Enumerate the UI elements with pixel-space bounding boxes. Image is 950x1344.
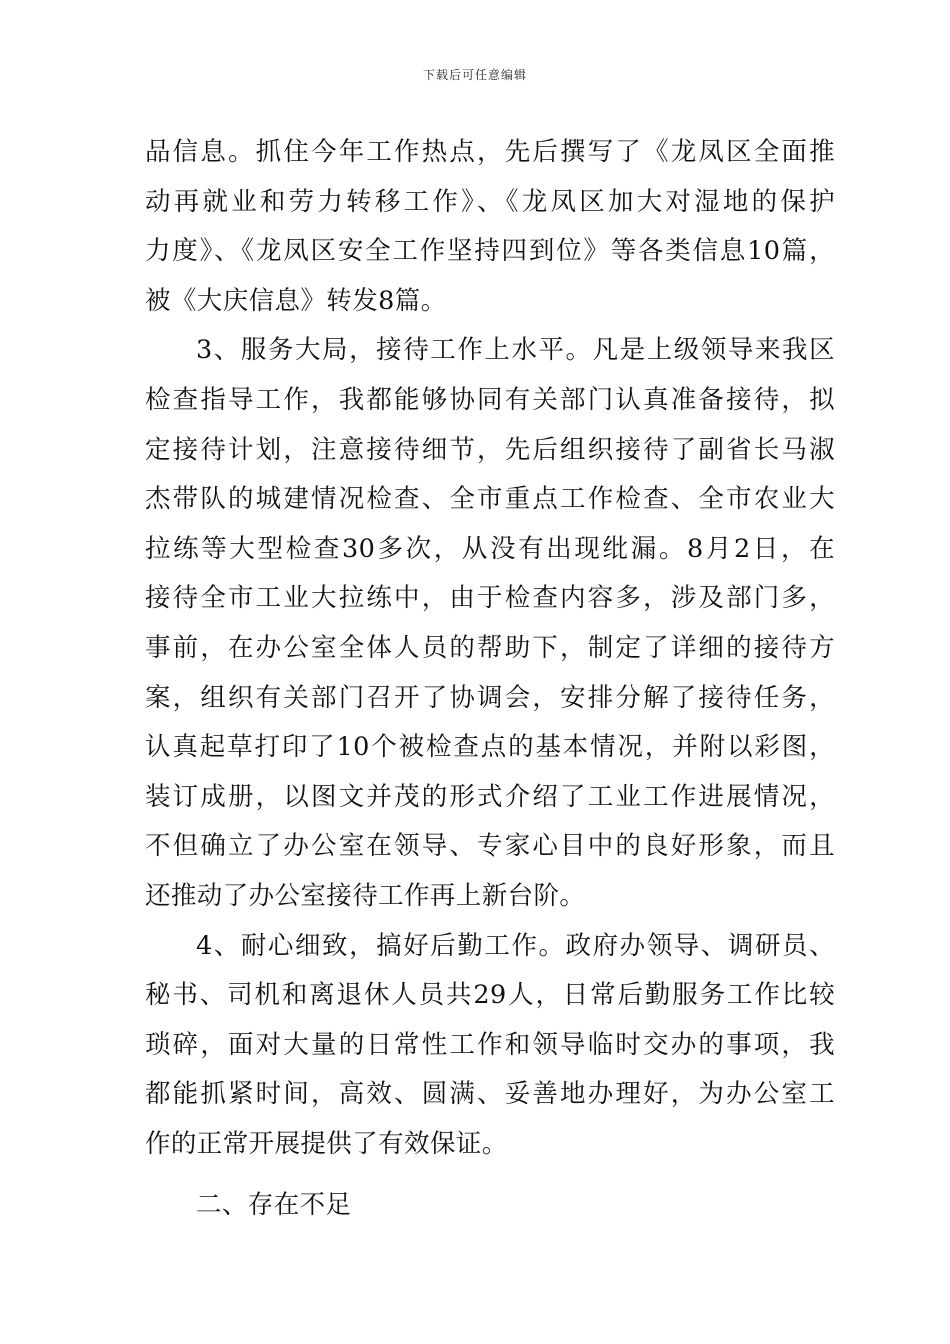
text-line: 案，组织有关部门召开了协调会，安排分解了接待任务， [145,682,835,713]
text-line: 作的正常开展提供了有效保证。 [145,1128,508,1159]
header-note: 下载后可任意编辑 [422,68,527,82]
text-line: 杰带队的城建情况检查、全市重点工作检查、全市农业大 [145,484,835,515]
text-line: 不但确立了办公室在领导、专家心目中的良好形象，而且 [145,831,835,862]
text-line: 定接待计划，注意接待细节，先后组织接待了副省长马淑 [145,434,835,465]
text-line: 还推动了办公室接待工作再上新台阶。 [145,880,586,911]
text-line: 装订成册，以图文并茂的形式介绍了工业工作进展情况， [145,781,835,812]
text-line: 动再就业和劳力转移工作》、《龙凤区加大对湿地的保护 [145,186,835,217]
text-line: 都能抓紧时间，高效、圆满、妥善地办理好，为办公室工 [145,1079,835,1110]
text-line: 品信息。抓住今年工作热点，先后撰写了《龙凤区全面推 [145,137,835,167]
text-line: 琐碎，面对大量的日常性工作和领导临时交办的事项，我 [145,1029,835,1060]
paragraph-start-line: 4、耐心细致，搞好后勤工作。政府办领导、调研员、 [196,930,835,961]
text-line: 检查指导工作，我都能够协同有关部门认真准备接待，拟 [145,384,835,415]
text-line: 力度》、《龙凤区安全工作坚持四到位》等各类信息10篇， [145,236,835,267]
text-line: 认真起草打印了10个被检查点的基本情况，并附以彩图， [145,732,835,763]
section-heading: 二、存在不足 [196,1190,352,1221]
text-line: 被《大庆信息》转发8篇。 [145,285,447,316]
document-body [145,128,835,1231]
text-line: 拉练等大型检查30多次，从没有出现纰漏。8月2日，在 [145,533,835,564]
text-line: 秘书、司机和离退休人员共29人，日常后勤服务工作比较 [145,980,835,1011]
text-line: 接待全市工业大拉练中，由于检查内容多，涉及部门多， [145,583,835,614]
paragraph-start-line: 3、服务大局，接待工作上水平。凡是上级领导来我区 [196,335,835,366]
text-line: 事前，在办公室全体人员的帮助下，制定了详细的接待方 [145,632,835,663]
